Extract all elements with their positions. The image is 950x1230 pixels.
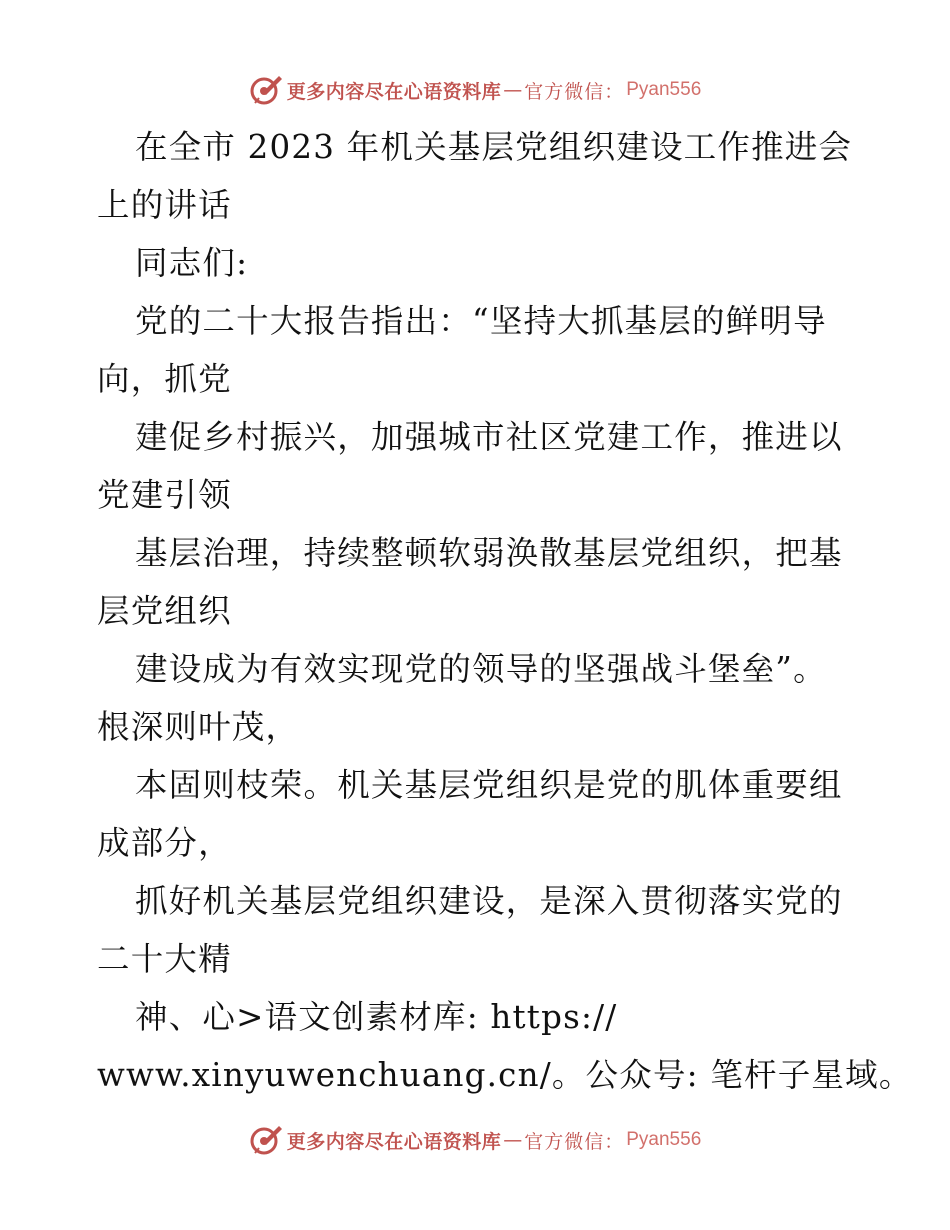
text-line: 上的讲话 xyxy=(97,186,232,224)
text-line: 抓好机关基层党组织建设，是深入贯彻落实党的 xyxy=(135,882,843,920)
banner-dash: — xyxy=(503,1129,523,1151)
pen-logo-icon xyxy=(249,1123,283,1157)
text-line: 本固则枝荣。机关基层党组织是党的肌体重要组 xyxy=(135,766,843,804)
text-line: 党的二十大报告指出：“坚持大抓基层的鲜明导 xyxy=(135,302,827,340)
pen-logo-icon xyxy=(249,73,283,107)
text-line: 党建引领 xyxy=(97,476,232,514)
header-watermark-banner xyxy=(0,70,950,110)
document-body xyxy=(97,118,913,1104)
text-line: www.xinyuwenchuang.cn/。公众号: 笔杆子星域。 xyxy=(97,1056,913,1094)
text-line: 建设成为有效实现党的领导的坚强战斗堡垒”。 xyxy=(135,650,827,688)
text-line: 基层治理，持续整顿软弱涣散基层党组织，把基 xyxy=(135,534,843,572)
text-line: 二十大精 xyxy=(97,940,232,978)
text-line: 建促乡村振兴，加强城市社区党建工作，推进以 xyxy=(135,418,843,456)
text-line: 在全市 2023 年机关基层党组织建设工作推进会 xyxy=(135,128,853,166)
banner-dash: — xyxy=(503,79,523,101)
text-line: 层党组织 xyxy=(97,592,232,630)
footer-watermark-banner xyxy=(0,1120,950,1160)
text-line: 神、心>语文创素材库: https:// xyxy=(135,998,618,1036)
text-line: 成部分， xyxy=(97,824,232,862)
banner-wechat-id: Pyan556 xyxy=(626,79,702,100)
banner-wechat-label: 官方微信： xyxy=(524,80,625,103)
text-line: 向，抓党 xyxy=(97,360,232,398)
text-line: 同志们: xyxy=(135,244,249,282)
text-line: 根深则叶茂， xyxy=(97,708,300,746)
banner-wechat-id: Pyan556 xyxy=(626,1129,702,1150)
banner-wechat-label: 官方微信： xyxy=(524,1130,625,1153)
banner-title: 更多内容尽在心语资料库 xyxy=(286,80,502,103)
banner-title: 更多内容尽在心语资料库 xyxy=(286,1130,502,1153)
